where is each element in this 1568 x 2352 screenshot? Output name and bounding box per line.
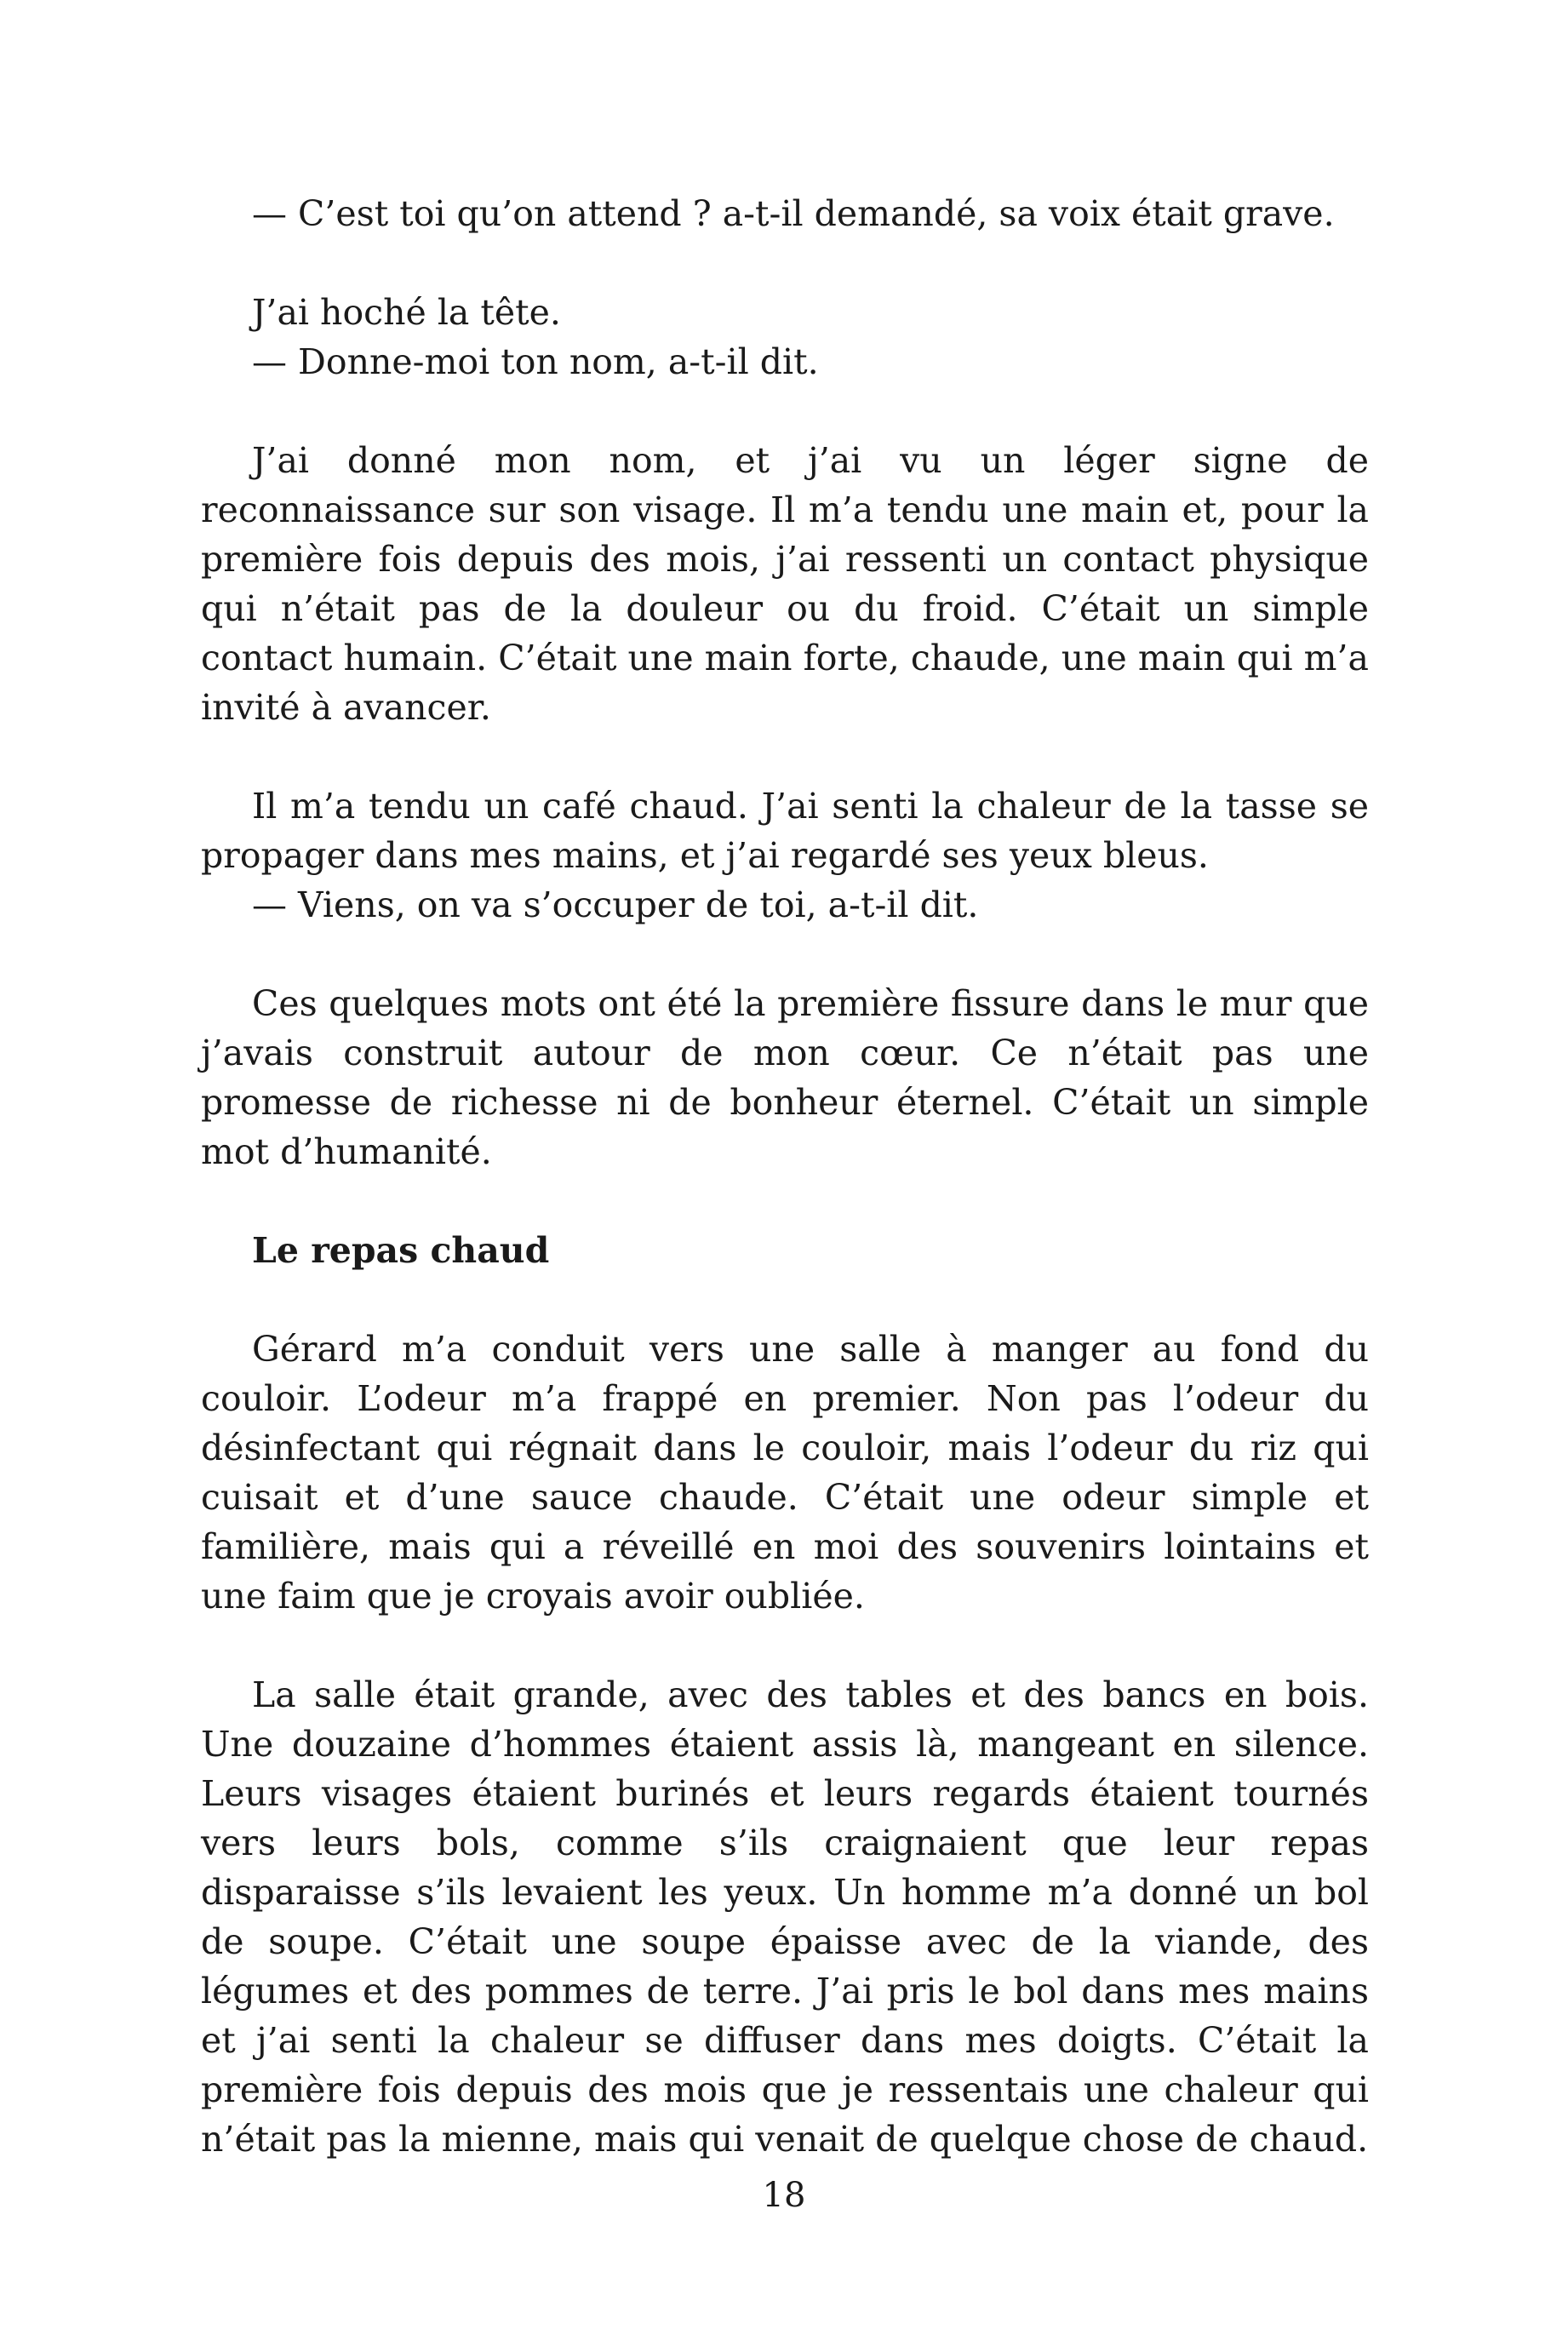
- body-paragraph: J’ai donné mon nom, et j’ai vu un léger signe de reconnaissance sur son visage. Il m’a tendu une main et, pour la première fois depuis des mois, j’ai ressenti un contact physique qui n’était pas de la douleur ou du froid. C’était un simple contact humain. C’était une main forte, chaude, une main qui m’a invité à avancer.: [201, 440, 1369, 728]
- page-body: [201, 189, 1369, 2164]
- paragraph-gap: [201, 238, 1369, 288]
- body-paragraph: La salle était grande, avec des tables et des bancs en bois. Une douzaine d’hommes étaient assis là, mangeant en silence. Leurs visages étaient burinés et leurs regards étaient tournés vers leurs bols, comme s’ils craignaient que leur repas disparaisse s’ils levaient les yeux. Un homme m’a donné un bol de soupe. C’était une soupe épaisse avec de la viande, des légumes et des pommes de terre. J’ai pris le bol dans mes mains et j’ai senti la chaleur se diffuser dans mes doigts. C’était la première fois depuis des mois que je ressentais une chaleur qui n’était pas la mienne, mais qui venait de quelque chose de chaud.: [201, 1674, 1369, 2160]
- paragraph-gap: [201, 930, 1369, 979]
- body-paragraph: Il m’a tendu un café chaud. J’ai senti la chaleur de la tasse se propager dans mes mains, et j’ai regardé ses yeux bleus.: [201, 786, 1369, 876]
- paragraph-gap: [201, 1275, 1369, 1325]
- dialogue-line: — Donne-moi ton nom, a-t-il dit.: [252, 341, 819, 382]
- paragraph-gap: [201, 1621, 1369, 1670]
- dialogue-line: — Viens, on va s’occuper de toi, a-t-il dit.: [252, 884, 979, 925]
- narration-line: J’ai hoché la tête.: [252, 292, 561, 333]
- paragraph-gap: [201, 386, 1369, 436]
- dialogue-line: — C’est toi qu’on attend ? a-t-il demandé, sa voix était grave.: [252, 193, 1335, 234]
- section-heading: Le repas chaud: [252, 1230, 550, 1271]
- body-paragraph: Ces quelques mots ont été la première fissure dans le mur que j’avais construit autour de mon cœur. Ce n’était pas une promesse de richesse ni de bonheur éternel. C’était un simple mot d’humanité.: [201, 983, 1369, 1172]
- paragraph-gap: [201, 732, 1369, 781]
- page-number: 18: [762, 2176, 806, 2215]
- paragraph-gap: [201, 1176, 1369, 1226]
- body-paragraph: Gérard m’a conduit vers une salle à manger au fond du couloir. L’odeur m’a frappé en premier. Non pas l’odeur du désinfectant qui régnait dans le couloir, mais l’odeur du riz qui cuisait et d’une sauce chaude. C’était une odeur simple et familière, mais qui a réveillé en moi des souvenirs lointains et une faim que je croyais avoir oubliée.: [201, 1329, 1369, 1617]
